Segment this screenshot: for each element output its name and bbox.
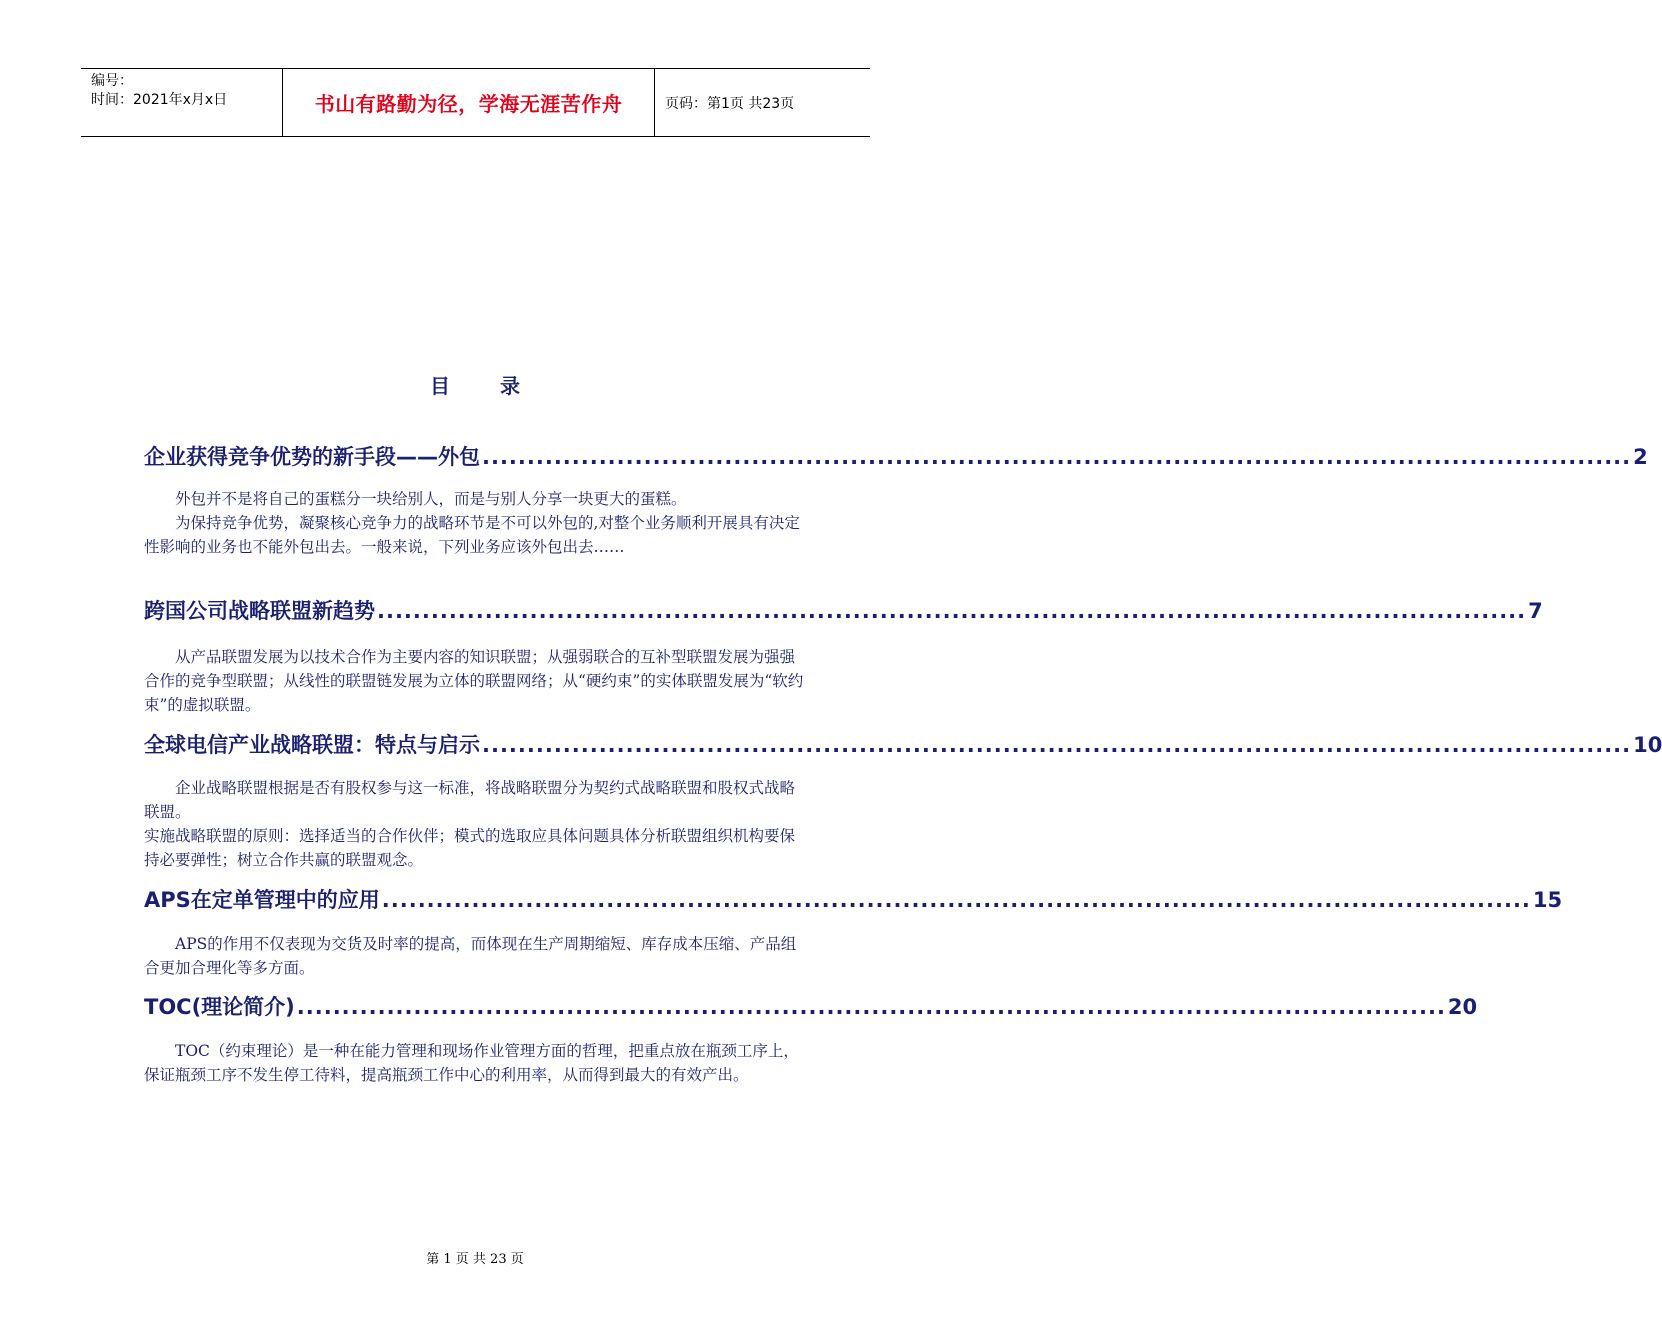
- toc-entry-toc-theory[interactable]: [144, 991, 1478, 1025]
- header-page-info: 页码：第1页 共23页: [665, 95, 795, 112]
- toc-entry-page: 10: [1633, 733, 1662, 757]
- toc-leader-dots: ................................................................................................................................: [381, 888, 1531, 912]
- toc-title: 目录: [430, 374, 570, 398]
- summary-paragraph: 企业战略联盟根据是否有股权参与这一标准，将战略联盟分为契约式战略联盟和股权式战略联盟。: [144, 779, 796, 821]
- summary-paragraph: APS的作用不仅表现为交货及时率的提高，而体现在生产周期缩短、库存成本压缩、产品组合更加合理化等多方面。: [144, 935, 797, 977]
- header-meta: [81, 69, 282, 136]
- summary-paragraph: TOC（约束理论）是一种在能力管理和现场作业管理方面的哲理，把重点放在瓶颈工序上，保证瓶颈工序不发生停工待料，提高瓶颈工作中心的利用率，从而得到最大的有效产出。: [144, 1042, 799, 1084]
- toc-entry-title: TOC(理论简介): [144, 995, 295, 1019]
- page-footer: 第 1 页 共 23 页: [426, 1252, 524, 1267]
- toc-summary-aps: [144, 932, 806, 980]
- toc-summary-telecom-alliance: [144, 776, 806, 872]
- summary-paragraph: 为保持竞争优势，凝聚核心竞争力的战略环节是不可以外包的,对整个业务顺利开展具有决定性影响的业务也不能外包出去。一般来说，下列业务应该外包出去……: [144, 514, 800, 556]
- toc-entry-title: 企业获得竞争优势的新手段——外包: [144, 445, 480, 469]
- toc-entry-page: 2: [1633, 445, 1648, 469]
- toc-entry-page: 20: [1447, 995, 1478, 1019]
- toc-summary-outsourcing: [144, 487, 806, 559]
- date-label: 时间：2021年x月x日: [91, 92, 228, 108]
- summary-paragraph: 实施战略联盟的原则：选择适当的合作伙伴；模式的选取应具体问题具体分析联盟组织机构要保持必要弹性；树立合作共赢的联盟观念。: [144, 827, 796, 869]
- toc-leader-dots: ................................................................................................................................: [482, 445, 1632, 469]
- toc-leader-dots: ................................................................................................................................: [482, 733, 1632, 757]
- toc-entry-page: 7: [1528, 599, 1543, 623]
- toc-entry-strategic-alliance[interactable]: [144, 595, 1543, 629]
- toc-leader-dots: ................................................................................................................................: [296, 995, 1446, 1019]
- toc-entry-title: 跨国公司战略联盟新趋势: [144, 599, 375, 623]
- page-header: [81, 68, 870, 137]
- summary-paragraph: 从产品联盟发展为以技术合作为主要内容的知识联盟；从强弱联合的互补型联盟发展为强强合作的竞争型联盟；从线性的联盟链发展为立体的联盟网络；从“硬约束”的实体联盟发展为“软约束”的虚拟联盟。: [144, 648, 804, 714]
- toc-entry-telecom-alliance[interactable]: [144, 729, 1662, 763]
- toc-entry-aps[interactable]: [144, 884, 1563, 918]
- header-motto: 书山有路勤为径，学海无涯苦作舟: [282, 69, 655, 136]
- toc-leader-dots: ................................................................................................................................: [377, 599, 1527, 623]
- toc-summary-toc-theory: [144, 1039, 806, 1087]
- toc-entry-title: 全球电信产业战略联盟：特点与启示: [144, 733, 480, 757]
- number-label: 编号：: [91, 73, 133, 89]
- toc-entry-title: APS在定单管理中的应用: [144, 888, 380, 912]
- summary-paragraph: 外包并不是将自己的蛋糕分一块给别人，而是与别人分享一块更大的蛋糕。: [175, 490, 687, 508]
- toc-entry-outsourcing[interactable]: [144, 441, 1648, 475]
- toc-entry-page: 15: [1532, 888, 1563, 912]
- toc-summary-strategic-alliance: [144, 645, 806, 717]
